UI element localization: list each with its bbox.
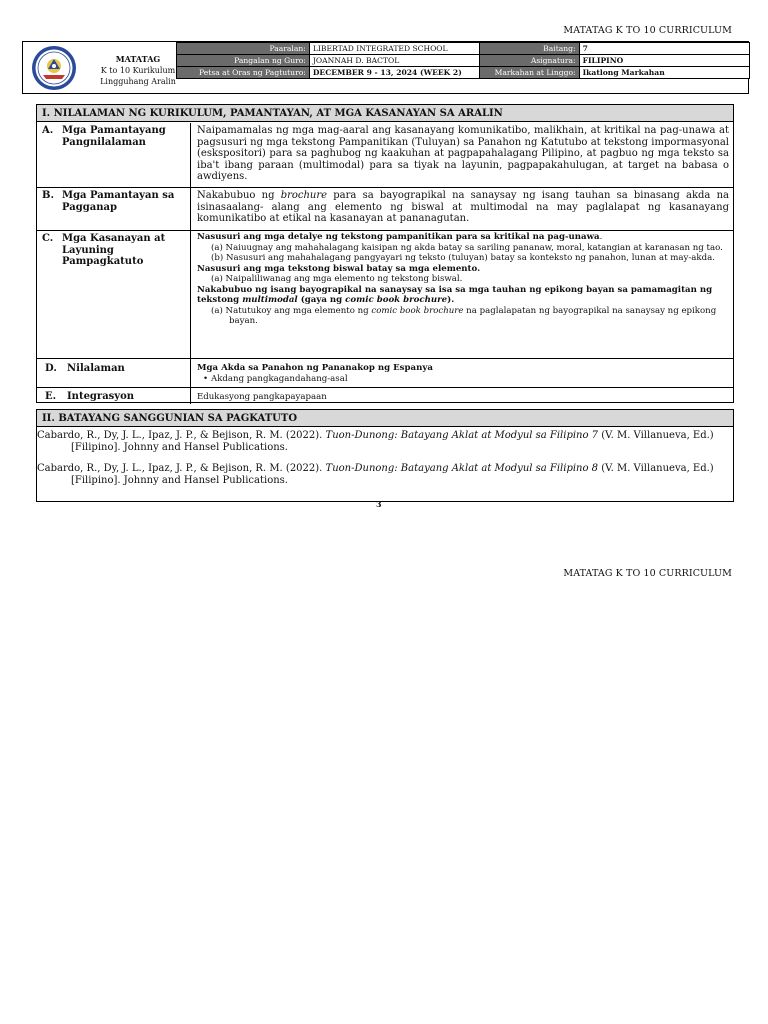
markahan-value: Ikatlong Markahan [579, 67, 749, 79]
page-number: 3 [376, 499, 382, 509]
row-b-label: Mga Pamantayan sa Pagganap [62, 190, 175, 213]
row-d-bullet: • Akdang pangkagandahang-asal [197, 374, 729, 385]
curriculum-header-top: MATATAG K TO 10 CURRICULUM [563, 25, 732, 36]
row-b-label-cell [37, 188, 191, 230]
petsa-value: DECEMBER 9 - 13, 2024 (WEEK 2) [309, 67, 479, 79]
paaralan-label: Paaralan: [177, 43, 310, 55]
row-d-letter: D. [45, 363, 57, 374]
competency-1: Nasusuri ang mga detalye ng tekstong pampanitikan para sa kritikal na pag-unawa. [197, 232, 603, 242]
row-b-letter: B. [42, 190, 54, 201]
header-info-table [176, 42, 750, 79]
row-d-content [37, 359, 733, 388]
reference-item: Cabardo, R., Dy, J. L., Ipaz, J. P., & Bejison, R. M. (2022). Tuon-Dunong: Batayang Aklat at Modyul sa Filipino 8 (V. M. Villanueva, Ed.) [Filipino]. Johnny and Hansel Publications. [37, 463, 714, 486]
section-curriculum-content [36, 104, 734, 403]
baitang-value: 7 [579, 43, 749, 55]
paaralan-value: LIBERTAD INTEGRATED SCHOOL [309, 43, 479, 55]
section1-title: I. NILALAMAN NG KURIKULUM, PAMANTAYAN, AT MGA KASANAYAN SA ARALIN [37, 105, 733, 122]
row-a-text: Naipamamalas ng mga mag-aaral ang kasanayang komunikatibo, malikhain, at kritikal na pag-unawa at pagsusuri ng mga tekstong Pampanitikan (Tuluyan) sa Panahon ng Katutubo at tekstong impormasyonal (eskspositori) para sa paghubog ng kaakuhan at pagpapahalagang Pilipino, at pagbuo ng mga teksto sa iba't ibang paraan (multimodal) para sa tiyak na layunin, pagpapakahulugan, at target na babasa o awdiyens. [197, 125, 729, 182]
section2-title: II. BATAYANG SANGGUNIAN SA PAGKATUTO [37, 410, 733, 427]
row-e-text: Edukasyong pangkapayapaan [197, 392, 327, 402]
asignatura-label: Asignatura: [479, 55, 579, 67]
row-a-label-cell [37, 123, 191, 187]
markahan-label: Markahan at Linggo: [479, 67, 579, 79]
row-b-text [197, 190, 729, 225]
reference-item: Cabardo, R., Dy, J. L., Ipaz, J. P., & Bejison, R. M. (2022). Tuon-Dunong: Batayang Aklat at Modyul sa Filipino 7 (V. M. Villanueva, Ed.) [Filipino]. Johnny and Hansel Publications. [37, 430, 714, 453]
reference-list [37, 430, 733, 496]
competency-2: Nasusuri ang mga tekstong biswal batay sa mga elemento. [197, 263, 481, 274]
competency-1a: (a) Naiuugnay ang mahahalagang kaisipan ng akda batay sa sariling pananaw, moral, katangian at karanasan ng tao. [211, 242, 723, 253]
row-b-text-em: brochure [280, 190, 328, 201]
competency-3: Nakabubuo ng isang bayograpikal na sanaysay sa isa sa mga tauhan ng epikong bayan sa pamamagitan ng tekstong multimodal (gaya ng comic book brochure). [197, 284, 713, 305]
brand-line2: K to 10 Kurikulum [100, 66, 176, 75]
baitang-label: Baitang: [479, 43, 579, 55]
brand-line3: Lingguhang Aralin [100, 77, 176, 86]
row-c-label: Mga Kasanayan at Layuning Pampagkatuto [62, 233, 166, 267]
competency-2a: (a) Naipaliliwanag ang mga elemento ng tekstong biswal. [211, 274, 463, 284]
row-e-integration [37, 388, 733, 404]
row-b-performance-standards [37, 188, 733, 231]
row-c-label-cell [37, 231, 191, 358]
competency-3a: (a) Natutukoy ang mga elemento ng comic book brochure na paglalapatan ng bayograpikal na sanaysay ng epikong bayan. [211, 305, 717, 326]
row-d-label-cell [37, 359, 191, 387]
row-e-letter: E. [45, 391, 57, 402]
row-d-text-block [197, 363, 729, 384]
row-a-label: Mga Pamantayang Pangnilalaman [62, 125, 166, 148]
brand-line1: MATATAG [115, 54, 161, 64]
lesson-header [22, 41, 749, 94]
guro-label: Pangalan ng Guro: [177, 55, 310, 67]
row-a-content-standards [37, 123, 733, 188]
asignatura-value: FILIPINO [579, 55, 749, 67]
section-references [36, 409, 734, 502]
row-c-content [197, 232, 729, 327]
row-c-letter: C. [42, 233, 54, 244]
petsa-label: Petsa at Oras ng Pagtuturo: [177, 67, 310, 79]
row-c-learning-competencies [37, 231, 733, 359]
row-b-text-pre: Nakabubuo ng [197, 190, 281, 201]
row-e-label-cell [37, 388, 191, 404]
guro-value: JOANNAH D. BACTOL [309, 55, 479, 67]
row-d-text: Mga Akda sa Panahon ng Pananakop ng Espanya [197, 363, 433, 373]
competency-1b: (b) Nasusuri ang mahahalagang pangyayari ng teksto (tuluyan) batay sa konteksto ng panahon, lunan at may-akda. [211, 253, 715, 263]
curriculum-header-bottom: MATATAG K TO 10 CURRICULUM [563, 568, 732, 579]
row-e-label: Integrasyon [67, 391, 135, 402]
row-d-label: Nilalaman [67, 363, 125, 374]
deped-seal-icon [31, 45, 77, 91]
row-a-letter: A. [42, 125, 54, 136]
row-b-text-post: para sa bayograpikal na sanaysay ng isang tauhan sa binasang akda na isinasaalang- alang ang elemento ng biswal at multimodal na may paglalapat ng kasanayang komunikatibo at etikal na kasanayan at pananagutan. [197, 190, 729, 224]
